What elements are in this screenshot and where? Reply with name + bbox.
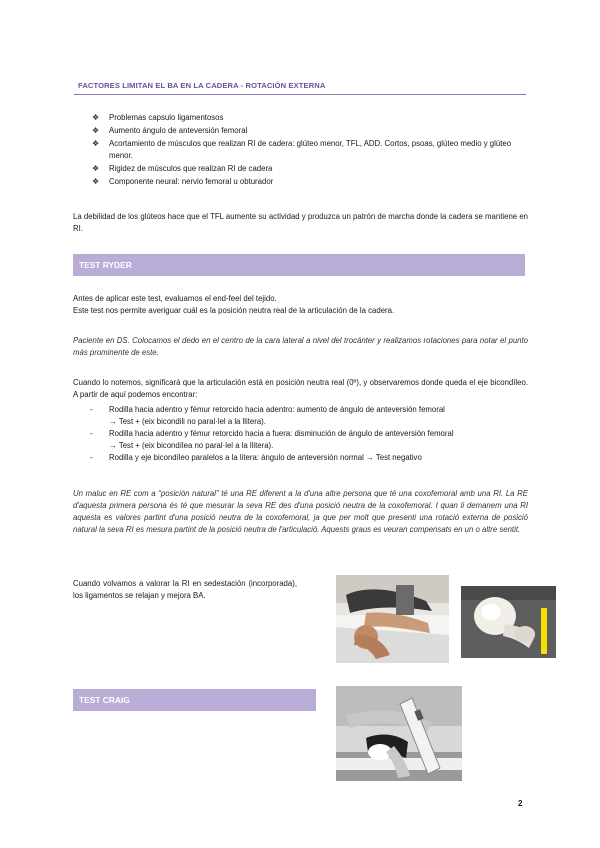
diamond-bullet-icon: ❖ bbox=[92, 126, 100, 136]
ryder-line-1: Antes de aplicar este test, evaluamos el end-feel del tejido. bbox=[73, 294, 277, 303]
page-number: 2 bbox=[518, 799, 523, 808]
page-header-title: FACTORES LIMITAN EL BA EN LA CADERA - ROTACIÓN EXTERNA bbox=[78, 81, 326, 90]
ryder-observation-paragraph: Cuando lo notemos, significará que la articulación está en posición neutra real (0º), y observaremos donde queda el eje bicondíleo. A partir de aquí podemos encontrar: bbox=[73, 378, 528, 400]
list-item: - Rodilla y eje bicondíleo paralelos a la litera: ángulo de anteversión normal → Test negativo bbox=[90, 452, 530, 464]
dash-bullet: - bbox=[90, 405, 93, 414]
diamond-bullet-icon: ❖ bbox=[92, 177, 100, 187]
diamond-bullet-icon: ❖ bbox=[92, 113, 100, 122]
ryder-procedure-paragraph: Paciente en DS. Colocamos el dedo en el centro de la cara lateral a nivel del trocánter y realizamos rotaciones para notar el punto más prominente de este. bbox=[73, 336, 528, 358]
list-item: - Rodilla hacia adentro y fémur retorcido hacia a fuera: disminución de ángulo de anteversión femoral → Test + (eix bicondílea no paral·lel a la llitera). bbox=[90, 429, 454, 451]
ryder-results-list bbox=[90, 404, 530, 464]
craig-test-photo bbox=[336, 686, 462, 781]
seated-paragraph: Cuando volvamos a valorar la RI en sedestación (incorporada), los ligamentos se relajan y mejora BA. bbox=[73, 579, 297, 601]
list-item: ❖ Problemas capsulo ligamentosos bbox=[92, 112, 532, 124]
dash-bullet: - bbox=[90, 429, 93, 439]
list-item: ❖ Aumento ángulo de anteversión femoral bbox=[92, 125, 532, 137]
diamond-bullet-icon: ❖ bbox=[92, 164, 100, 174]
ryder-line-2: Este test nos permite averiguar cuál es la posición neutra real de la articulación de la cadera. bbox=[73, 306, 395, 315]
ryder-test-photo bbox=[336, 575, 449, 663]
header-divider bbox=[74, 94, 526, 95]
section-heading-test-ryder: TEST RYDER bbox=[73, 254, 525, 276]
list-item: - Rodilla hacia adentro y fémur retorcido hacia adentro: aumento de ángulo de anteversión femoral → Test + (eix bicondili no paral·lel a la llitera). bbox=[90, 405, 445, 427]
dash-bullet: - bbox=[90, 453, 93, 463]
list-item: ❖ Rigidez de músculos que realizan RI de cadera bbox=[92, 163, 532, 175]
catalan-note-paragraph: Un maluc en RE com a “posición natural” té una RE diferent a la d'una altre persona que té una coxofemoral amb una RI. La RE d'aquesta primera persona és té que mesurar la seva RE des d'una posició neutra de la coxofemoral. I quan li demanem una RI aquesta es valores partint d'una posició neutra de la coxofemoral, ja que per molt que presenti una rotació externa de posició natural la seva RI es mesura partint de la posició neutra de l'articulació. Aquests graus es veuran compensats en un o altre sentit. bbox=[73, 489, 528, 535]
section-heading-test-craig: TEST CRAIG bbox=[73, 689, 316, 711]
list-item: ❖ Componente neural: nervio femoral u obturador bbox=[92, 176, 532, 188]
diamond-bullet-icon: ❖ bbox=[92, 139, 100, 149]
limiting-factors-list bbox=[92, 112, 532, 189]
list-item: ❖ Acortamiento de músculos que realizan RI de cadera: glúteo menor, TFL, ADD. Cortos, psoas, glúteo medio y glúteo menor. bbox=[92, 139, 512, 161]
intro-paragraph: La debilidad de los glúteos hace que el TFL aumente su actividad y produzca un patrón de marcha donde la cadera se mantiene en RI. bbox=[73, 212, 528, 234]
femur-model-photo bbox=[461, 586, 556, 658]
